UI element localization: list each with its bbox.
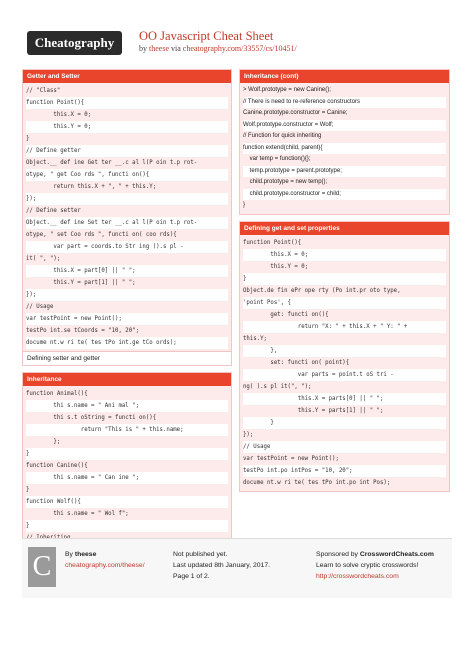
code-line: // Define setter	[26, 208, 81, 214]
code-line: };	[26, 439, 61, 445]
footer-author-link[interactable]: cheatography.com/theese/	[65, 562, 145, 569]
code-line: });	[26, 289, 228, 301]
code-line: function Point(){	[243, 239, 302, 246]
avatar-c-icon: C	[32, 551, 52, 582]
code-line: // Usage	[243, 441, 446, 453]
code-line: function Wolf(){	[26, 496, 228, 508]
code-line: docume nt.w ri te( tes tPo int.ge tCo ords);	[26, 337, 228, 349]
text-line: function extend(child, parent){	[243, 143, 446, 155]
via-label: via	[171, 44, 181, 53]
code-line: }	[26, 136, 30, 142]
code-line: }	[26, 448, 228, 460]
code-line: this.X = parts[0] || " ";	[243, 393, 446, 405]
text-line: child.prototype = new temp();	[243, 179, 328, 185]
panel-title: Inheritance (cont)	[240, 70, 449, 83]
publish-status: Not published yet.	[173, 551, 228, 558]
code-line: });	[26, 193, 228, 205]
code-line: }	[26, 520, 228, 532]
code-line: this.Y = 0;	[243, 263, 309, 270]
code-line: var parts = point.t oS tri -	[243, 369, 446, 381]
page-title: OO Javascript Cheat Sheet	[139, 29, 274, 43]
code-line: }	[243, 417, 446, 429]
panel-note: Defining setter and getter	[23, 351, 231, 365]
code-line: Object.de fin ePr ope rty (Po int.pr oto type,	[243, 287, 401, 294]
code-line: // Usage	[26, 304, 54, 310]
code-line: function Point(){	[26, 97, 228, 109]
get-set-properties-panel	[239, 221, 450, 492]
code-line: thi s.t oString = functi on(){	[26, 415, 157, 421]
code-line: Object.__ def ine Set ter __.c al l(P oin t.p rot-	[26, 217, 228, 229]
code-line: otype, " get Coo rds ", functi on(){	[26, 169, 228, 181]
text-line: // There is need to re-reference constructors	[243, 97, 446, 109]
code-line: otype, " set Coo rds ", functi on( coo rds){	[26, 232, 177, 238]
footer-author-name: theese	[74, 551, 97, 558]
author-link[interactable]: theese	[149, 44, 169, 53]
code-line: this.Y = part[1] || " ";	[26, 280, 136, 286]
last-updated: Last updated 8th January, 2017.	[173, 562, 270, 569]
byline	[139, 44, 297, 53]
code-line: return "This is " + this.name;	[26, 424, 228, 436]
footer-author	[65, 549, 145, 571]
text-block	[240, 83, 449, 214]
code-line: set: functi on( point){	[243, 359, 350, 366]
cheatography-logo[interactable]: Cheatography	[27, 31, 122, 55]
code-line: testPo int.se tCoords = "10, 20";	[26, 328, 139, 334]
code-line: var testPoint = new Point();	[26, 313, 228, 325]
sponsor-link[interactable]: http://crosswordcheats.com	[316, 573, 399, 580]
author-avatar	[28, 547, 56, 587]
code-line: testPo int.po intPos = "10, 20";	[243, 465, 446, 477]
code-line: docume nt.w ri te( tes tPo int.po int Pos);	[243, 479, 391, 486]
code-line: ng( ).s pl it(", ");	[243, 383, 312, 390]
code-line: return this.X + ", " + this.Y;	[26, 184, 157, 190]
page-header	[0, 0, 474, 66]
code-line: thi s.name = " Ani mal ";	[26, 400, 228, 412]
code-line: Object.__ def ine Get ter __.c al l(P oin t.p rot-	[26, 160, 198, 166]
code-line: this.Y = 0;	[26, 121, 228, 133]
code-line: var part = coords.to Str ing ().s pl -	[26, 241, 228, 253]
inheritance-panel	[22, 372, 232, 559]
code-line: this.Y;	[243, 335, 267, 342]
sponsored-prefix: Sponsored by	[316, 551, 358, 558]
text-line: > Wolf.prototype = new Canine();	[243, 87, 331, 93]
code-line: thi s.name = " Can ine ";	[26, 472, 228, 484]
code-line: this.Y = parts[1] || " ";	[243, 407, 384, 414]
text-line: // Function for quick inheriting	[243, 133, 322, 139]
code-block	[240, 235, 449, 491]
code-block	[23, 386, 231, 558]
code-line: },	[243, 345, 446, 357]
footer-by-label: By	[65, 551, 73, 558]
left-column	[22, 69, 232, 565]
code-line: // "Class"	[26, 88, 61, 94]
text-line: }	[243, 202, 246, 208]
code-line: }	[26, 487, 30, 493]
code-line: function Animal(){	[26, 391, 88, 397]
panel-title: Getter and Setter	[23, 70, 231, 83]
sheet-url-link[interactable]: cheatography.com/33557/cs/10451/	[182, 44, 297, 53]
sponsor-name[interactable]: CrosswordCheats.com	[359, 551, 434, 558]
footer-status	[173, 549, 270, 582]
code-line: }	[243, 273, 446, 285]
getter-setter-panel	[22, 69, 232, 366]
code-line: return "X: " + this.X + " Y: " +	[243, 321, 446, 333]
code-line: thi s.name = " Wol f";	[26, 511, 129, 517]
code-block	[23, 83, 231, 351]
right-column	[239, 69, 450, 498]
page-footer	[22, 538, 452, 598]
code-line: this.X = 0;	[26, 112, 92, 118]
code-line: get: functi on(){	[243, 311, 329, 318]
text-line: temp.prototype = parent.prototype;	[243, 166, 446, 178]
code-line: var testPoint = new Point();	[243, 455, 339, 462]
code-line: 'point Pos', {	[243, 297, 446, 309]
code-line: });	[243, 431, 254, 438]
code-line: // Define getter	[26, 145, 228, 157]
text-line: Canine.prototype.constructor = Canine;	[243, 110, 348, 116]
panel-title: Inheritance	[23, 373, 231, 386]
code-line: it( ", ");	[26, 256, 61, 262]
code-line: function Canine(){	[26, 463, 88, 469]
inheritance-cont-panel	[239, 69, 450, 215]
by-label: by	[139, 44, 147, 53]
code-line: this.X = 0;	[243, 249, 446, 261]
page-number: Page 1 of 2.	[173, 573, 210, 580]
sponsor-tagline: Learn to solve cryptic crosswords!	[316, 562, 419, 569]
text-line: var temp = function(){};	[243, 156, 311, 162]
text-line: child.prototype.constructor = child;	[243, 189, 446, 201]
text-line: Wolf.prototype.constructor = Wolf;	[243, 120, 446, 132]
footer-sponsor	[316, 549, 434, 582]
code-line: this.X = part[0] || " ";	[26, 265, 228, 277]
panel-title: Defining get and set properties	[240, 222, 449, 235]
